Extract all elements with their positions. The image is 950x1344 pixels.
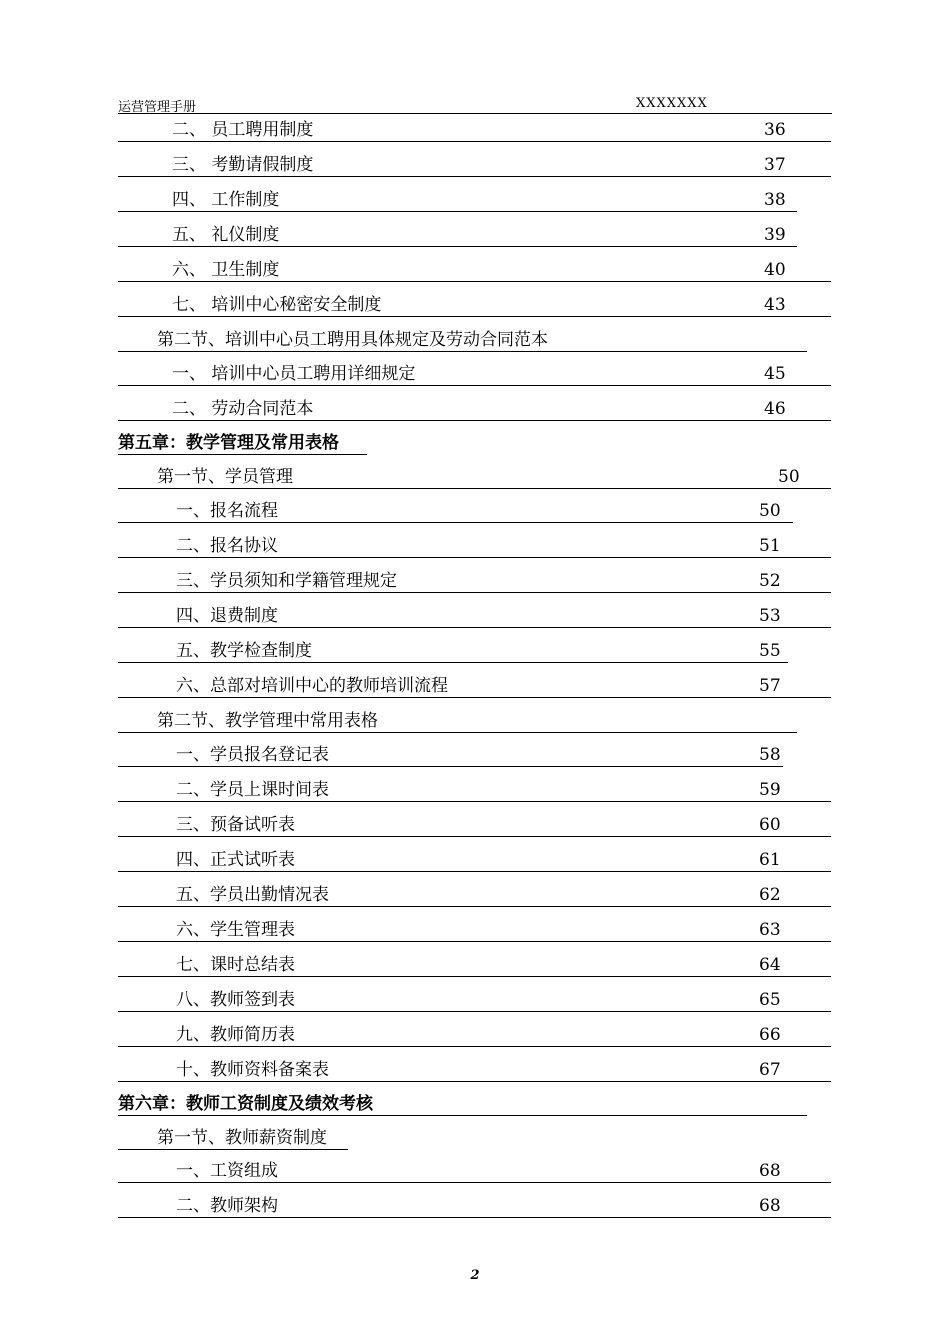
toc-item[interactable] [118, 850, 831, 872]
toc-item[interactable] [118, 920, 831, 942]
page-number: 2 [470, 1268, 480, 1283]
toc-entry-text: 一、学员报名登记表 [176, 745, 329, 765]
toc-chapter[interactable] [118, 1094, 807, 1116]
toc-item[interactable] [118, 780, 831, 802]
toc-item[interactable] [118, 225, 797, 247]
toc-underline [118, 1149, 348, 1150]
toc-item[interactable] [118, 1196, 831, 1218]
toc-item[interactable] [118, 606, 831, 628]
toc-page-number: 45 [764, 364, 786, 384]
toc-page-number: 59 [759, 780, 781, 800]
toc-item[interactable] [118, 155, 831, 177]
toc-entry-text: 第六章：教师工资制度及绩效考核 [118, 1094, 373, 1114]
toc-page-number: 61 [759, 850, 781, 870]
toc-item[interactable] [118, 1060, 831, 1082]
toc-underline [118, 246, 797, 247]
toc-page-number: 60 [759, 815, 781, 835]
toc-entry-text: 六、学生管理表 [176, 920, 295, 940]
toc-page-number: 39 [764, 225, 786, 245]
toc-underline [118, 316, 831, 317]
toc-page-number: 57 [759, 676, 781, 696]
toc-underline [118, 420, 831, 421]
toc-page-number: 51 [759, 536, 781, 556]
toc-item[interactable] [118, 501, 793, 523]
toc-item[interactable] [118, 676, 831, 698]
toc-entry-text: 四、正式试听表 [176, 850, 295, 870]
toc-entry-text: 二、报名协议 [176, 536, 278, 556]
toc-entry-text: 一、 培训中心员工聘用详细规定 [172, 364, 416, 384]
header-code: XXXXXXX [636, 96, 708, 111]
toc-page-number: 65 [759, 990, 781, 1010]
toc-page-number: 67 [759, 1060, 781, 1080]
toc-page-number: 62 [759, 885, 781, 905]
toc-item[interactable] [118, 399, 831, 421]
toc-item[interactable] [118, 990, 831, 1012]
toc-item[interactable] [118, 955, 831, 977]
toc-page-number: 43 [764, 295, 786, 315]
toc-entry-text: 第二节、培训中心员工聘用具体规定及劳动合同范本 [157, 330, 548, 350]
toc-entry-text: 五、教学检查制度 [176, 641, 312, 661]
toc-underline [118, 592, 831, 593]
toc-item[interactable] [118, 885, 831, 907]
toc-chapter[interactable] [118, 433, 367, 455]
toc-underline [118, 211, 797, 212]
toc-entry-text: 七、课时总结表 [176, 955, 295, 975]
toc-entry-text: 第一节、学员管理 [157, 467, 293, 487]
toc-entry-text: 第五章：教学管理及常用表格 [118, 433, 339, 453]
toc-underline [118, 1046, 831, 1047]
toc-underline [118, 351, 807, 352]
toc-page-number: 40 [764, 260, 786, 280]
toc-page-number: 52 [759, 571, 781, 591]
toc-underline [118, 141, 831, 142]
toc-page-number: 58 [759, 745, 781, 765]
toc-item[interactable] [118, 190, 797, 212]
toc-underline [118, 662, 788, 663]
toc-item[interactable] [118, 364, 831, 386]
toc-underline [118, 627, 831, 628]
toc-underline [118, 1182, 831, 1183]
toc-underline [118, 836, 831, 837]
toc-entry-text: 五、 礼仪制度 [172, 225, 280, 245]
toc-item[interactable] [118, 815, 831, 837]
toc-entry-text: 二、教师架构 [176, 1196, 278, 1216]
toc-section[interactable] [118, 330, 807, 352]
toc-entry-text: 一、工资组成 [176, 1161, 278, 1181]
toc-underline [118, 454, 367, 455]
header-title: 运营管理手册 [118, 100, 197, 115]
toc-underline [118, 871, 831, 872]
toc-page-number: 55 [759, 641, 781, 661]
toc-item[interactable] [118, 1025, 831, 1047]
toc-entry-text: 九、教师简历表 [176, 1025, 295, 1045]
toc-section[interactable] [118, 711, 797, 733]
toc-underline [118, 488, 831, 489]
toc-page-number: 36 [764, 120, 786, 140]
toc-underline [118, 281, 831, 282]
toc-underline [118, 732, 797, 733]
toc-section[interactable] [118, 1128, 348, 1150]
toc-page-number: 63 [759, 920, 781, 940]
toc-page-number: 50 [759, 501, 781, 521]
toc-page-number: 46 [764, 399, 786, 419]
toc-page-number: 38 [764, 190, 786, 210]
toc-underline [118, 1217, 831, 1218]
toc-item[interactable] [118, 641, 788, 663]
toc-underline [118, 1115, 807, 1116]
toc-entry-text: 八、教师签到表 [176, 990, 295, 1010]
toc-underline [118, 1011, 831, 1012]
toc-page-number: 68 [759, 1161, 781, 1181]
toc-page-number: 37 [764, 155, 786, 175]
toc-entry-text: 十、教师资料备案表 [176, 1060, 329, 1080]
toc-section[interactable] [118, 467, 831, 489]
toc-entry-text: 六、 卫生制度 [172, 260, 280, 280]
toc-entry-text: 三、学员须知和学籍管理规定 [176, 571, 397, 591]
toc-underline [118, 385, 831, 386]
toc-entry-text: 二、 劳动合同范本 [172, 399, 314, 419]
toc-underline [118, 801, 831, 802]
toc-entry-text: 五、学员出勤情况表 [176, 885, 329, 905]
toc-underline [118, 766, 783, 767]
toc-underline [118, 176, 831, 177]
toc-entry-text: 第一节、教师薪资制度 [157, 1128, 327, 1148]
toc-entry-text: 二、 员工聘用制度 [172, 120, 314, 140]
toc-underline [118, 1081, 831, 1082]
toc-underline [118, 906, 831, 907]
toc-page-number: 66 [759, 1025, 781, 1045]
toc-item[interactable] [118, 536, 831, 558]
toc-entry-text: 七、 培训中心秘密安全制度 [172, 295, 382, 315]
toc-item[interactable] [118, 295, 831, 317]
toc-entry-text: 四、退费制度 [176, 606, 278, 626]
toc-underline [118, 941, 831, 942]
toc-item[interactable] [118, 745, 783, 767]
toc-item[interactable] [118, 571, 831, 593]
toc-underline [118, 976, 831, 977]
toc-underline [118, 697, 831, 698]
toc-item[interactable] [118, 260, 831, 282]
toc-page-number: 50 [778, 467, 800, 487]
toc-entry-text: 四、 工作制度 [172, 190, 280, 210]
toc-entry-text: 一、报名流程 [176, 501, 278, 521]
toc-page-number: 53 [759, 606, 781, 626]
toc-entry-text: 二、学员上课时间表 [176, 780, 329, 800]
toc-underline [118, 522, 793, 523]
toc-entry-text: 第二节、教学管理中常用表格 [157, 711, 378, 731]
toc-underline [118, 557, 831, 558]
toc-item[interactable] [118, 1161, 831, 1183]
toc-page-number: 64 [759, 955, 781, 975]
toc-entry-text: 六、总部对培训中心的教师培训流程 [176, 676, 448, 696]
toc-item[interactable] [118, 120, 831, 142]
toc-page-number: 68 [759, 1196, 781, 1216]
toc-entry-text: 三、 考勤请假制度 [172, 155, 314, 175]
toc-entry-text: 三、预备试听表 [176, 815, 295, 835]
